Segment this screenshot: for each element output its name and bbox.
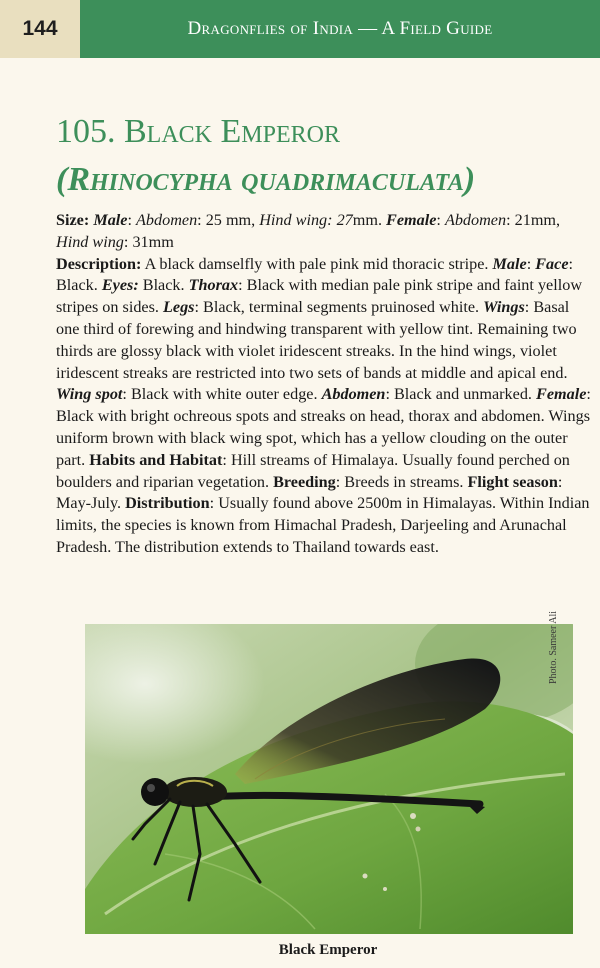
scientific-name: (Rhinocypha quadrimaculata) bbox=[56, 161, 476, 198]
species-title: 105. Black Emperor bbox=[56, 113, 340, 150]
description-paragraph: Description: A black damselfly with pale pink mid thoracic stripe. Male: Face: Black. Eyes: Black. Thorax: Black with median pale pink stripe and faint yellow stripes on sides. Legs: Black, terminal segments pruinosed white. Wings: Basal one third of forewing and hindwing transparent with yellow tint. Remaining two thirds are glossy black with violet iridescent streaks. In the hind wings, violet iridescent streaks are restricted into two sets of bands at middle and apical end. Wing spot: Black with white outer edge. Abdomen: Black and unmarked. Female: Black with bright ochreous spots and streaks on head, thorax and abdomen. Wings uniform brown with black wing spot, which has a yellow clouding on the outer part. Habits and Habitat: Hill streams of Himalaya. Usually found perched on boulders and riparian vegetation. Breeding: Breeds in streams. Flight season: May-July. Distribution: Usually found above 2500m in Himalayas. Within Indian limits, the species is known from Himachal Pradesh, Darjeeling and Arunachal Pradesh. The distribution extends to Thailand towards east. bbox=[56, 254, 591, 556]
photo-credit: Photo. Sameer Ali bbox=[548, 610, 559, 684]
page-header bbox=[0, 0, 600, 58]
running-title: Dragonflies of India — A Field Guide bbox=[80, 0, 600, 58]
damselfly-photo bbox=[85, 624, 573, 934]
size-paragraph: Size: Male: Abdomen: 25 mm, Hind wing: 27mm. Female: Abdomen: 21mm, Hind wing: 31mm bbox=[56, 211, 561, 251]
species-description bbox=[56, 210, 596, 559]
page-number: 144 bbox=[0, 0, 80, 58]
photo-caption: Black Emperor bbox=[278, 942, 378, 958]
